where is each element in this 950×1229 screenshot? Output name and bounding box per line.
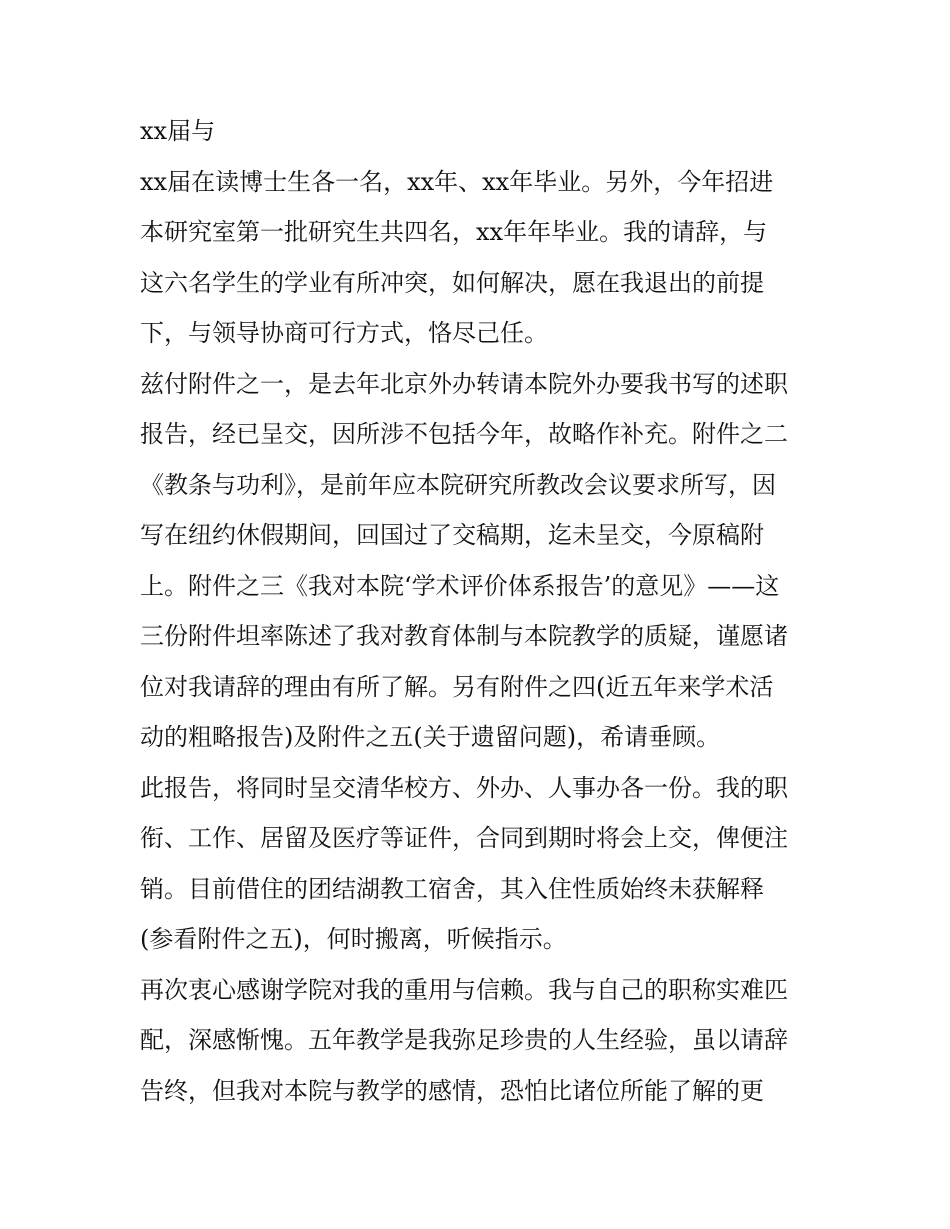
text-line: 动的粗略报告)及附件之五(关于遗留问题)，希请垂顾。 <box>140 723 721 751</box>
text-line: 《教条与功利》，是前年应本院研究所教改会议要求所写，因 <box>140 470 776 499</box>
text-line: (参看附件之五)，何时搬离，听候指示。 <box>140 925 567 953</box>
text-line: 销。目前借住的团结湖教工宿舍，其入住性质始终未获解释 <box>140 874 764 903</box>
text-line: xx届与 <box>140 117 216 145</box>
text-line: 兹付附件之一，是去年北京外办转请本院外办要我书写的述职 <box>140 369 788 398</box>
body-text <box>140 106 830 1116</box>
text-line: 告终，但我对本院与教学的感情，恐怕比诸位所能了解的更 <box>140 1076 764 1105</box>
text-line: 配，深感惭愧。五年教学是我弥足珍贵的人生经验，虽以请辞 <box>140 1026 788 1054</box>
text-line: 下，与领导协商可行方式，恪尽己任。 <box>140 319 548 347</box>
text-line: 三份附件坦率陈述了我对教育体制与本院教学的质疑，谨愿诸 <box>140 622 788 650</box>
text-line: 衔、工作、居留及医疗等证件，合同到期时将会上交，俾便注 <box>140 824 788 852</box>
text-line: 再次衷心感谢学院对我的重用与信赖。我与自己的职称实难匹 <box>140 975 788 1004</box>
text-line: 位对我请辞的理由有所了解。另有附件之四(近五年来学术活 <box>140 672 774 701</box>
text-line: 写在纽约休假期间，回国过了交稿期，迄未呈交，今原稿附 <box>140 521 764 549</box>
text-line: 报告，经已呈交，因所涉不包括今年，故略作补充。附件之二 <box>140 420 788 448</box>
text-line: xx届在读博士生各一名，xx年、xx年毕业。另外，今年招进 <box>140 167 774 196</box>
text-line: 此报告，将同时呈交清华校方、外办、人事办各一份。我的职 <box>140 773 788 802</box>
text-line: 上。附件之三《我对本院‘学术评价体系报告’的意见》——这 <box>140 571 780 600</box>
text-line: 这六名学生的学业有所冲突，如何解决，愿在我退出的前提 <box>140 268 764 297</box>
text-line: 本研究室第一批研究生共四名，xx年年毕业。我的请辞，与 <box>140 218 768 246</box>
